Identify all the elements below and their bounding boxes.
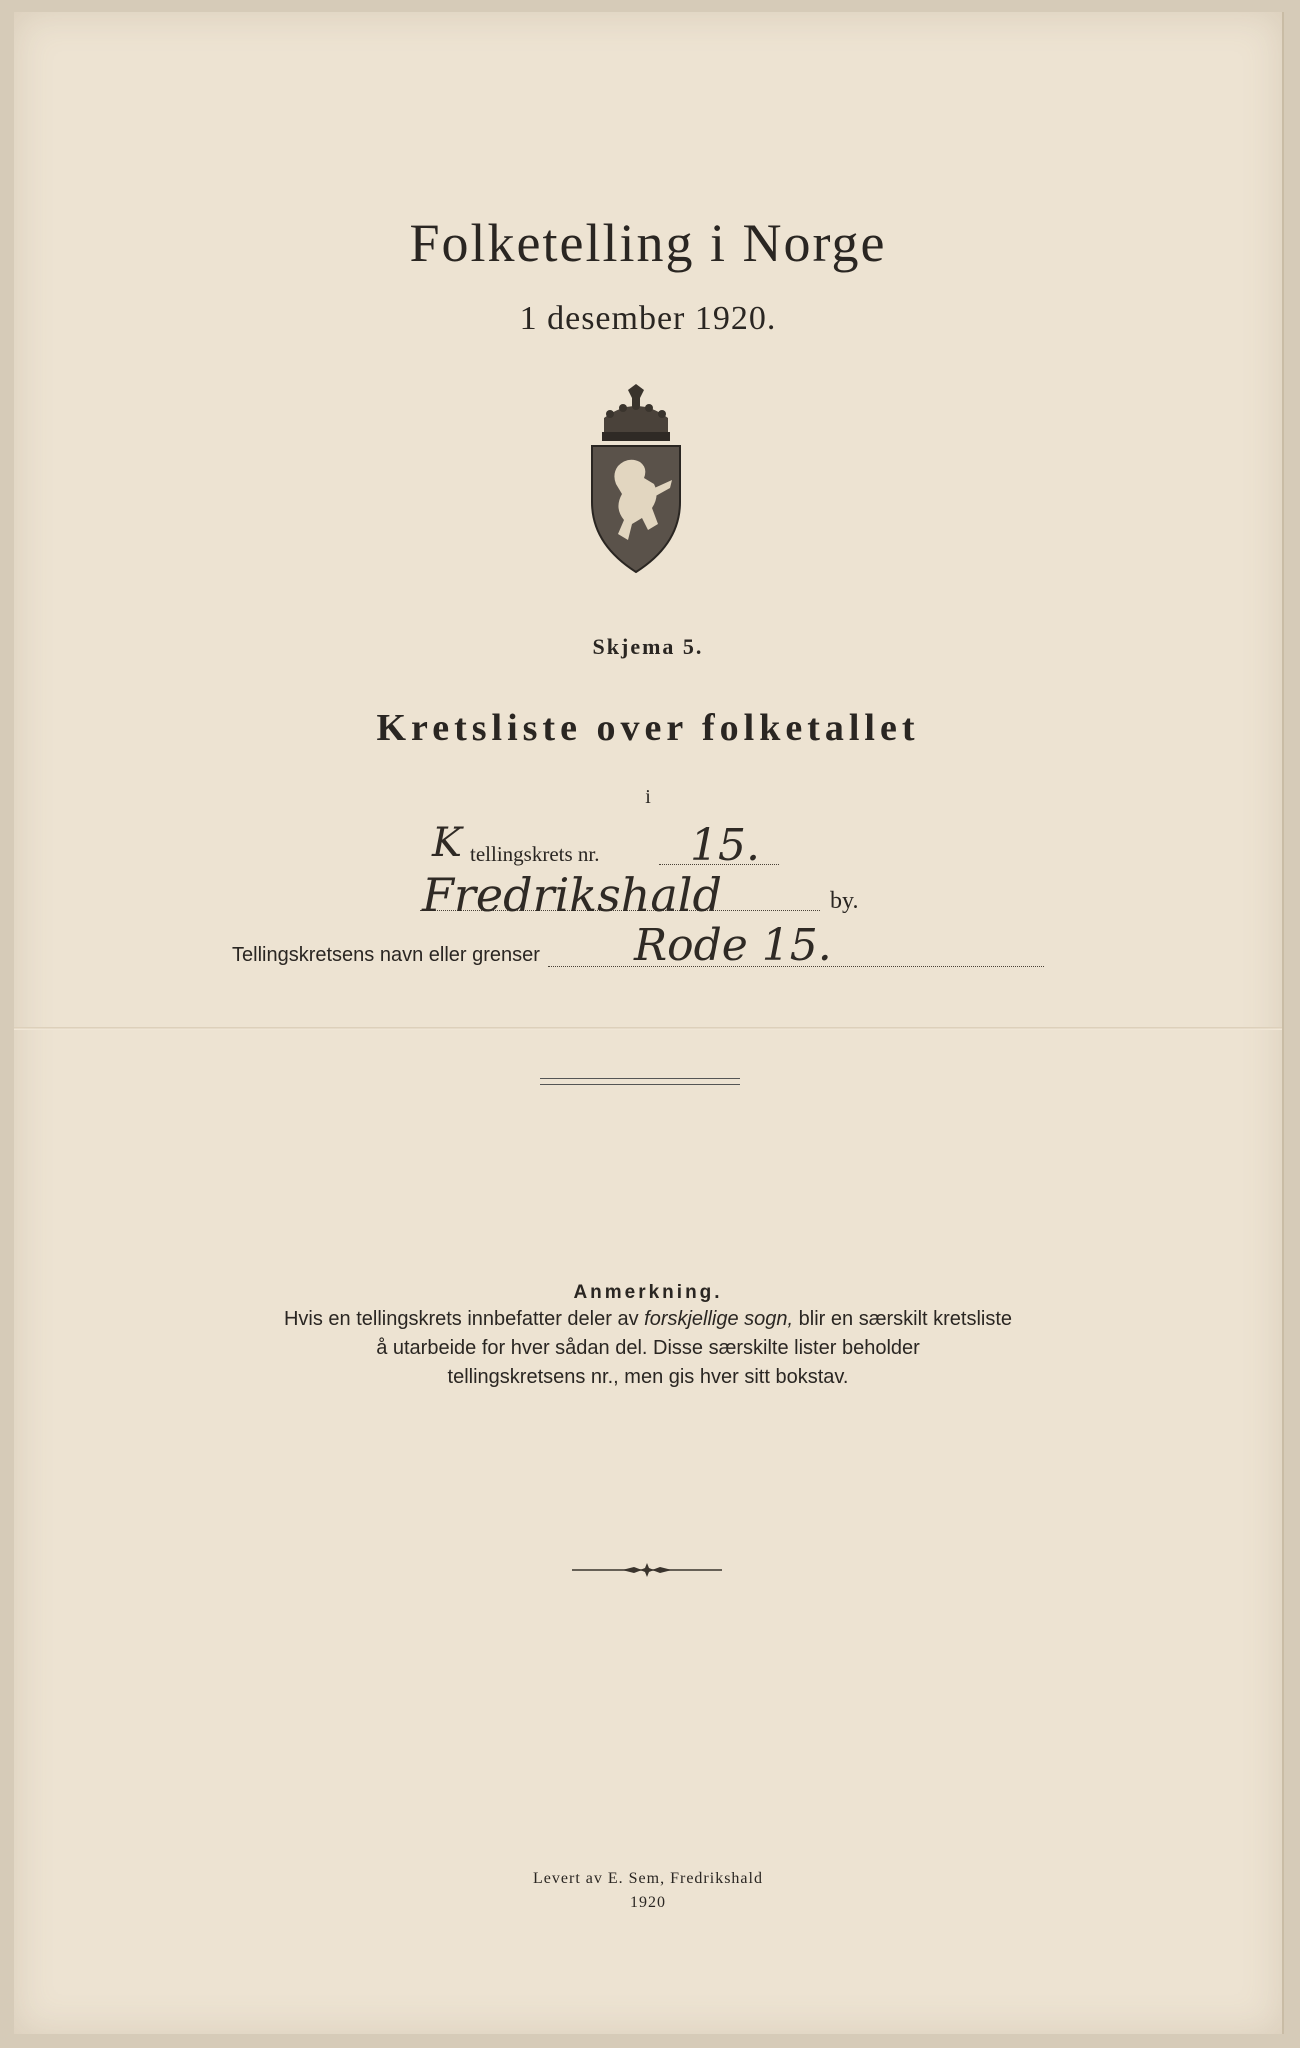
name-handwritten: Rode 15. bbox=[634, 920, 832, 971]
krets-prefix-handwritten: K bbox=[432, 820, 462, 866]
double-rule-divider bbox=[540, 1078, 740, 1085]
connector-word: i bbox=[645, 786, 651, 808]
document-date: 1 desember 1920. bbox=[519, 300, 777, 337]
remark-line-1-italic: forskjellige sogn, bbox=[644, 1308, 794, 1330]
printer-year: 1920 bbox=[630, 1894, 666, 1911]
printer-credit: Levert av E. Sem, Fredrikshald bbox=[533, 1870, 763, 1887]
town-handwritten: Fredrikshald bbox=[422, 868, 722, 922]
form-heading: Kretsliste over folketallet bbox=[376, 707, 920, 749]
krets-number-handwritten: 15. bbox=[690, 820, 760, 871]
ornament-divider-icon bbox=[572, 1560, 722, 1580]
schema-number: Skjema 5. bbox=[592, 634, 704, 659]
remark-line-1-end: blir en særskilt kretsliste bbox=[793, 1308, 1013, 1330]
remark-line-3: tellingskretsens nr., men gis hver sitt bokstav. bbox=[447, 1366, 849, 1388]
norwegian-coat-of-arms-icon bbox=[588, 384, 684, 574]
remark-line-1-start: Hvis en tellingskrets innbefatter deler av bbox=[283, 1308, 645, 1330]
document-title: Folketelling i Norge bbox=[409, 213, 887, 273]
remark-line-1 bbox=[14, 1308, 1282, 1331]
census-form-page bbox=[14, 12, 1284, 2034]
page-fold bbox=[14, 1027, 1282, 1030]
krets-label: tellingskrets nr. bbox=[470, 842, 600, 866]
remark-title: Anmerkning. bbox=[573, 1282, 723, 1303]
town-suffix: by. bbox=[830, 888, 859, 914]
remark-line-2: å utarbeide for hver sådan del. Disse særskilte lister beholder bbox=[376, 1337, 920, 1359]
name-label: Tellingskretsens navn eller grenser bbox=[232, 944, 540, 966]
